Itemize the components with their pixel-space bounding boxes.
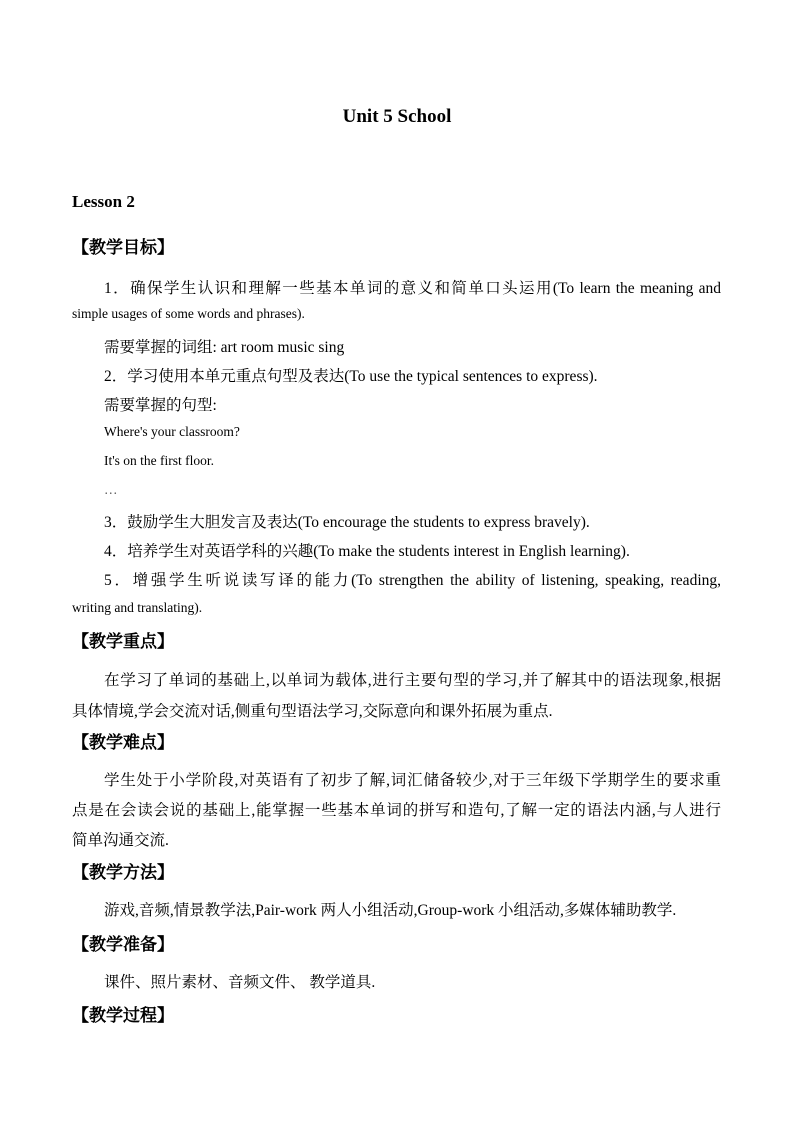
- key-points-line-2: 具体情境,学会交流对话,侧重句型语法学习,交际意向和课外拓展为重点.: [72, 703, 553, 720]
- section-heading-process: 【教学过程】: [72, 1006, 174, 1026]
- goal-item-1-line-1: 1．确保学生认识和理解一些基本单词的意义和简单口头运用(To learn the meaning and: [104, 280, 721, 297]
- difficulties-line-1: 学生处于小学阶段,对英语有了初步了解,词汇储备较少,对于三年级下学期学生的要求重: [104, 772, 721, 789]
- goal-item-3: 3．鼓励学生大胆发言及表达(To encourage the students to express bravely).: [104, 514, 590, 531]
- section-heading-key-points: 【教学重点】: [72, 632, 174, 652]
- key-points-line-1: 在学习了单词的基础上,以单词为载体,进行主要句型的学习,并了解其中的语法现象,根据: [104, 672, 721, 689]
- section-heading-goals: 【教学目标】: [72, 238, 174, 258]
- methods-line-1: 游戏,音频,情景教学法,Pair-work 两人小组活动,Group-work 小组活动,多媒体辅助教学.: [104, 902, 677, 919]
- goal-vocab-line: 需要掌握的词组: art room music sing: [104, 339, 345, 356]
- section-heading-methods: 【教学方法】: [72, 863, 174, 883]
- goal-ellipsis: …: [104, 482, 118, 497]
- goal-sentence-1: Where's your classroom?: [104, 424, 240, 439]
- difficulties-line-3: 简单沟通交流.: [72, 832, 169, 849]
- goal-item-5-line-1: 5．增强学生听说读写译的能力(To strengthen the ability of listening, speaking, reading,: [104, 572, 721, 589]
- section-heading-difficulties: 【教学难点】: [72, 733, 174, 753]
- document-title: Unit 5 School: [342, 106, 452, 127]
- preparation-line-1: 课件、照片素材、音频文件、 教学道具.: [104, 974, 376, 991]
- lesson-label: Lesson 2: [72, 192, 135, 211]
- difficulties-line-2: 点是在会读会说的基础上,能掌握一些基本单词的拼写和造句,了解一定的语法内涵,与人进行: [72, 802, 721, 819]
- goal-sentence-2: It's on the first floor.: [104, 453, 215, 468]
- goal-item-1-line-2: simple usages of some words and phrases).: [72, 306, 305, 321]
- goal-item-4: 4．培养学生对英语学科的兴趣(To make the students interest in English learning).: [104, 543, 630, 560]
- goal-item-5-line-2: writing and translating).: [72, 600, 203, 615]
- goal-item-2: 2．学习使用本单元重点句型及表达(To use the typical sentences to express).: [104, 368, 598, 385]
- goal-patterns-label: 需要掌握的句型:: [104, 397, 217, 414]
- section-heading-preparation: 【教学准备】: [72, 935, 174, 955]
